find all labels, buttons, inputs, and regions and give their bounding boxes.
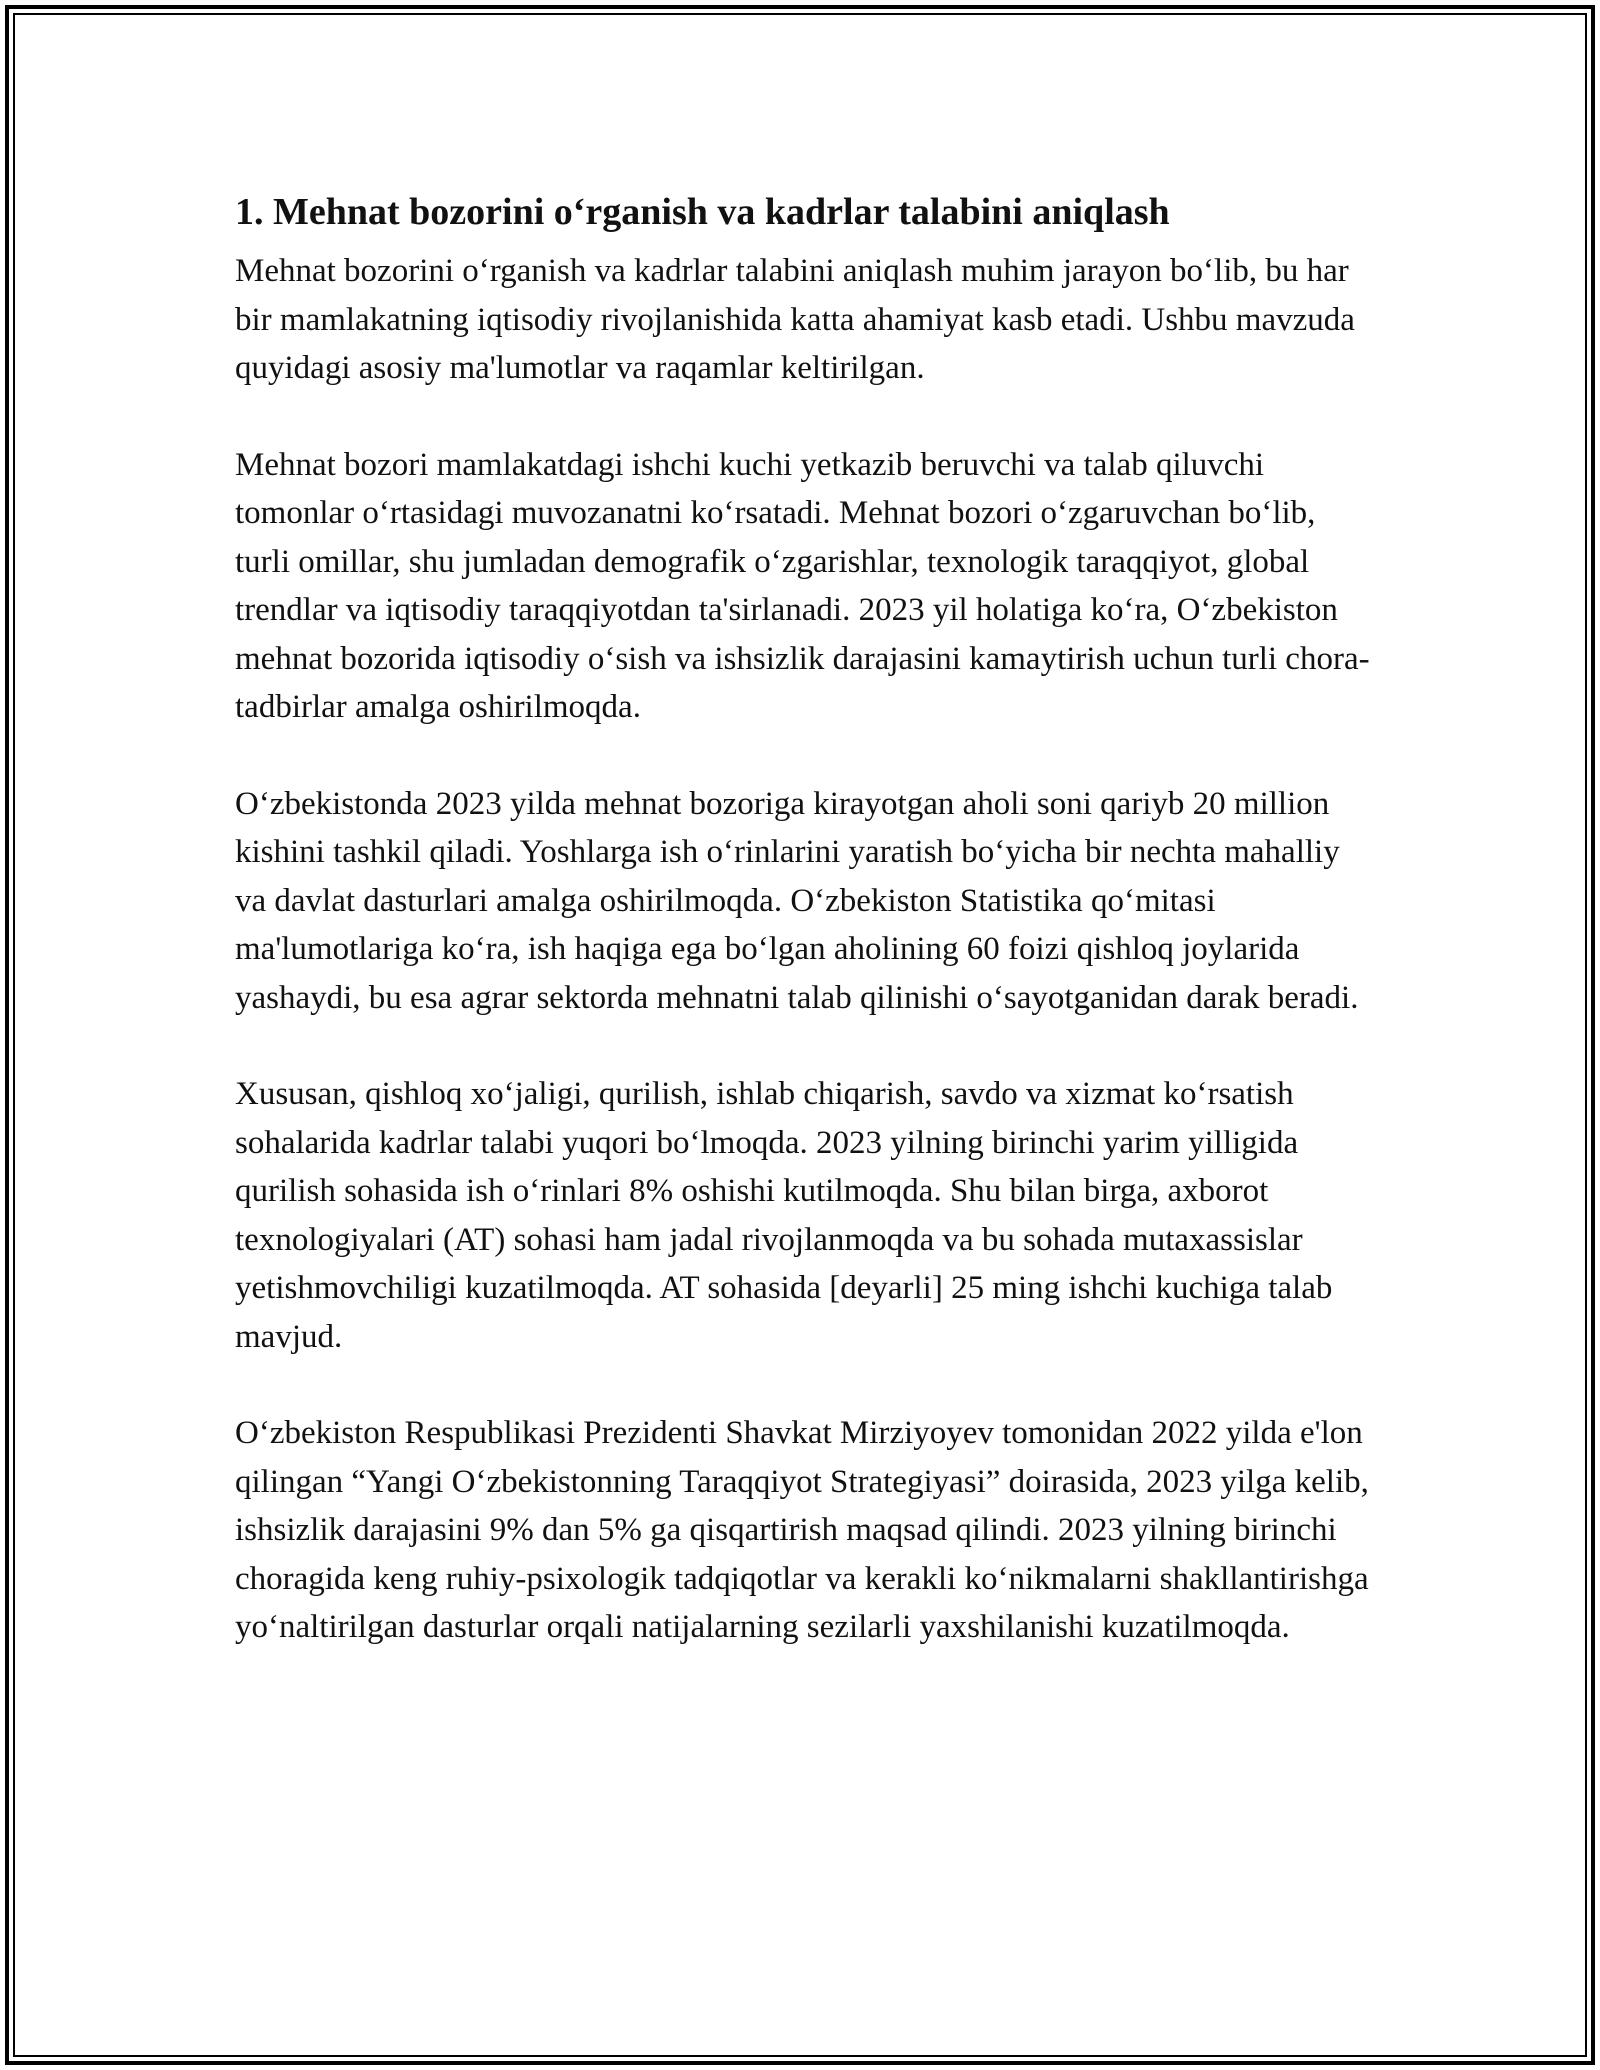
paragraph-intro: Mehnat bozorini o‘rganish va kadrlar talabini aniqlash muhim jarayon bo‘lib, bu har bir mamlakatning iqtisodiy rivojlanishida katta ahamiyat kasb etadi. Ushbu mavzuda quyidagi asosiy ma'lumotlar va raqamlar keltirilgan. [235,253,1355,386]
paragraph-population: O‘zbekistonda 2023 yilda mehnat bozoriga kirayotgan aholi soni qariyb 20 million kishini tashkil qiladi. Yoshlarga ish o‘rinlarini yaratish bo‘yicha bir nechta mahalliy va davlat dasturlari amalga oshirilmoqda. O‘zbekiston Statistika qo‘mitasi ma'lumotlariga ko‘ra, ish haqiga ega bo‘lgan aholining 60 foizi qishloq joylarida yashaydi, bu esa agrar sektorda mehnatni talab qilinishi o‘sayotganidan darak beradi. [235,785,1359,1016]
document-body [235,185,1370,1700]
paragraph-labor-market: Mehnat bozori mamlakatdagi ishchi kuchi yetkazib beruvchi va talab qiluvchi tomonlar o‘rtasidagi muvozanatni ko‘rsatadi. Mehnat bozori o‘zgaruvchan bo‘lib, turli omillar, shu jumladan demografik o‘zgarishlar, texnologik taraqqiyot, global trendlar va iqtisodiy taraqqiyotdan ta'sirlanadi. 2023 yil holatiga ko‘ra, O‘zbekiston mehnat bozorida iqtisodiy o‘sish va ishsizlik darajasini kamaytirish uchun turli chora-tadbirlar amalga oshirilmoqda. [235,446,1370,725]
paragraph-sectors: Xususan, qishloq xo‘jaligi, qurilish, ishlab chiqarish, savdo va xizmat ko‘rsatish sohalarida kadrlar talabi yuqori bo‘lmoqda. 2023 yilning birinchi yarim yilligida qurilish sohasida ish o‘rinlari 8% oshishi kutilmoqda. Shu bilan birga, axborot texnologiyalari (AT) sohasi ham jadal rivojlanmoqda va bu sohada mutaxassislar yetishmovchiligi kuzatilmoqda. AT sohasida [deyarli] 25 ming ishchi kuchiga talab mavjud. [235,1076,1333,1355]
section-title: 1. Mehnat bozorini o‘rganish va kadrlar talabini aniqlash [235,191,1170,233]
paragraph-strategy: O‘zbekiston Respublikasi Prezidenti Shavkat Mirziyoyev tomonidan 2022 yilda e'lon qilingan “Yangi O‘zbekistonning Taraqqiyot Strategiyasi” doirasida, 2023 yilga kelib, ishsizlik darajasini 9% dan 5% ga qisqartirish maqsad qilindi. 2023 yilning birinchi choragida keng ruhiy-psixologik tadqiqotlar va kerakli ko‘nikmalarni shakllantirishga yo‘naltirilgan dasturlar orqali natijalarning sezilarli yaxshilanishi kuzatilmoqda. [235,1415,1369,1645]
